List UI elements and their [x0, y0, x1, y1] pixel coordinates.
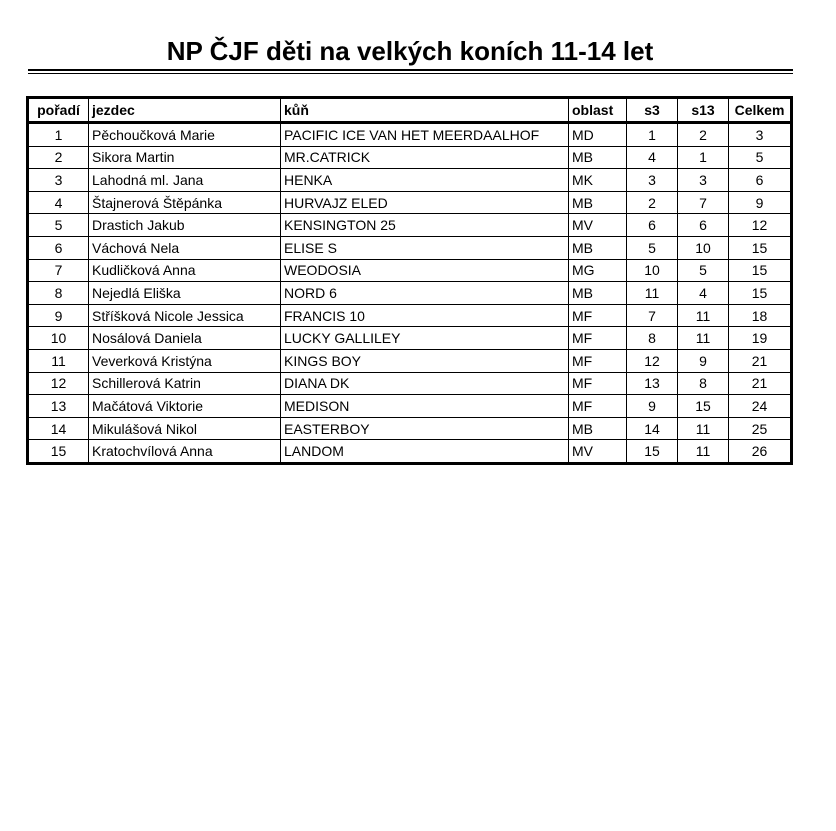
table-row [28, 395, 792, 418]
cell-jezdec: Nosálová Daniela [89, 327, 281, 350]
cell-s13: 10 [678, 236, 729, 259]
cell-celkem: 6 [729, 169, 792, 192]
cell-poradi: 4 [28, 191, 89, 214]
table-row [28, 191, 792, 214]
cell-celkem: 24 [729, 395, 792, 418]
table-row [28, 123, 792, 147]
cell-celkem: 19 [729, 327, 792, 350]
cell-kun: LUCKY GALLILEY [281, 327, 569, 350]
cell-s3: 10 [627, 259, 678, 282]
cell-jezdec: Štajnerová Štěpánka [89, 191, 281, 214]
cell-jezdec: Drastich Jakub [89, 214, 281, 237]
cell-s3: 8 [627, 327, 678, 350]
cell-oblast: MF [569, 372, 627, 395]
cell-s13: 4 [678, 282, 729, 305]
cell-poradi: 11 [28, 349, 89, 372]
cell-kun: PACIFIC ICE VAN HET MEERDAALHOF [281, 123, 569, 147]
cell-celkem: 5 [729, 146, 792, 169]
cell-poradi: 12 [28, 372, 89, 395]
cell-s3: 6 [627, 214, 678, 237]
cell-celkem: 12 [729, 214, 792, 237]
cell-oblast: MB [569, 417, 627, 440]
cell-poradi: 15 [28, 440, 89, 464]
cell-s13: 11 [678, 440, 729, 464]
cell-oblast: MK [569, 169, 627, 192]
cell-celkem: 9 [729, 191, 792, 214]
cell-kun: NORD 6 [281, 282, 569, 305]
cell-kun: WEODOSIA [281, 259, 569, 282]
cell-jezdec: Mikulášová Nikol [89, 417, 281, 440]
cell-poradi: 3 [28, 169, 89, 192]
cell-poradi: 2 [28, 146, 89, 169]
cell-s13: 9 [678, 349, 729, 372]
cell-kun: DIANA DK [281, 372, 569, 395]
cell-kun: MEDISON [281, 395, 569, 418]
cell-s13: 15 [678, 395, 729, 418]
cell-jezdec: Pěchoučková Marie [89, 123, 281, 147]
cell-poradi: 10 [28, 327, 89, 350]
cell-celkem: 21 [729, 349, 792, 372]
table-row [28, 349, 792, 372]
cell-celkem: 3 [729, 123, 792, 147]
cell-s13: 11 [678, 304, 729, 327]
cell-s13: 2 [678, 123, 729, 147]
cell-oblast: MB [569, 236, 627, 259]
column-header-poradi: pořadí [28, 98, 89, 123]
cell-s3: 12 [627, 349, 678, 372]
cell-celkem: 25 [729, 417, 792, 440]
column-header-kun: kůň [281, 98, 569, 123]
cell-s13: 7 [678, 191, 729, 214]
column-header-oblast: oblast [569, 98, 627, 123]
cell-poradi: 9 [28, 304, 89, 327]
cell-oblast: MD [569, 123, 627, 147]
cell-jezdec: Váchová Nela [89, 236, 281, 259]
cell-s13: 3 [678, 169, 729, 192]
cell-oblast: MV [569, 440, 627, 464]
cell-jezdec: Mačátová Viktorie [89, 395, 281, 418]
table-row [28, 327, 792, 350]
column-header-jezdec: jezdec [89, 98, 281, 123]
cell-s13: 6 [678, 214, 729, 237]
cell-oblast: MF [569, 395, 627, 418]
cell-s13: 8 [678, 372, 729, 395]
cell-poradi: 5 [28, 214, 89, 237]
cell-celkem: 26 [729, 440, 792, 464]
cell-oblast: MF [569, 304, 627, 327]
cell-s3: 1 [627, 123, 678, 147]
cell-kun: FRANCIS 10 [281, 304, 569, 327]
cell-poradi: 13 [28, 395, 89, 418]
cell-celkem: 15 [729, 282, 792, 305]
cell-oblast: MF [569, 349, 627, 372]
cell-s3: 15 [627, 440, 678, 464]
cell-oblast: MB [569, 282, 627, 305]
table-row [28, 417, 792, 440]
table-row [28, 372, 792, 395]
cell-jezdec: Veverková Kristýna [89, 349, 281, 372]
cell-poradi: 8 [28, 282, 89, 305]
cell-oblast: MF [569, 327, 627, 350]
cell-poradi: 7 [28, 259, 89, 282]
cell-oblast: MB [569, 146, 627, 169]
table-row [28, 440, 792, 464]
title-underline-thin [28, 73, 793, 74]
table-row [28, 214, 792, 237]
cell-jezdec: Schillerová Katrin [89, 372, 281, 395]
cell-s3: 9 [627, 395, 678, 418]
cell-oblast: MV [569, 214, 627, 237]
cell-s13: 5 [678, 259, 729, 282]
cell-s3: 13 [627, 372, 678, 395]
cell-poradi: 6 [28, 236, 89, 259]
table-row [28, 236, 792, 259]
table-row [28, 259, 792, 282]
column-header-s13: s13 [678, 98, 729, 123]
cell-s3: 11 [627, 282, 678, 305]
table-row [28, 146, 792, 169]
cell-poradi: 14 [28, 417, 89, 440]
cell-kun: ELISE S [281, 236, 569, 259]
table-header-row [28, 98, 792, 123]
cell-poradi: 1 [28, 123, 89, 147]
results-table [26, 96, 793, 465]
table-row [28, 169, 792, 192]
cell-jezdec: Kudličková Anna [89, 259, 281, 282]
cell-celkem: 15 [729, 236, 792, 259]
cell-jezdec: Sikora Martin [89, 146, 281, 169]
cell-s3: 4 [627, 146, 678, 169]
cell-s13: 1 [678, 146, 729, 169]
cell-kun: HENKA [281, 169, 569, 192]
cell-jezdec: Lahodná ml. Jana [89, 169, 281, 192]
cell-jezdec: Kratochvílová Anna [89, 440, 281, 464]
cell-celkem: 18 [729, 304, 792, 327]
table-row [28, 282, 792, 305]
cell-oblast: MG [569, 259, 627, 282]
cell-kun: MR.CATRICK [281, 146, 569, 169]
title-underline-thick [28, 69, 793, 71]
cell-kun: KINGS BOY [281, 349, 569, 372]
cell-s3: 3 [627, 169, 678, 192]
cell-s3: 2 [627, 191, 678, 214]
cell-jezdec: Stříšková Nicole Jessica [89, 304, 281, 327]
cell-kun: EASTERBOY [281, 417, 569, 440]
page-title: NP ČJF děti na velkých koních 11-14 let [166, 36, 654, 66]
cell-celkem: 15 [729, 259, 792, 282]
column-header-celkem: Celkem [729, 98, 792, 123]
cell-kun: KENSINGTON 25 [281, 214, 569, 237]
table-row [28, 304, 792, 327]
cell-oblast: MB [569, 191, 627, 214]
cell-s3: 5 [627, 236, 678, 259]
cell-s13: 11 [678, 417, 729, 440]
cell-jezdec: Nejedlá Eliška [89, 282, 281, 305]
cell-celkem: 21 [729, 372, 792, 395]
column-header-s3: s3 [627, 98, 678, 123]
cell-kun: HURVAJZ ELED [281, 191, 569, 214]
cell-s3: 14 [627, 417, 678, 440]
cell-s13: 11 [678, 327, 729, 350]
cell-s3: 7 [627, 304, 678, 327]
cell-kun: LANDOM [281, 440, 569, 464]
